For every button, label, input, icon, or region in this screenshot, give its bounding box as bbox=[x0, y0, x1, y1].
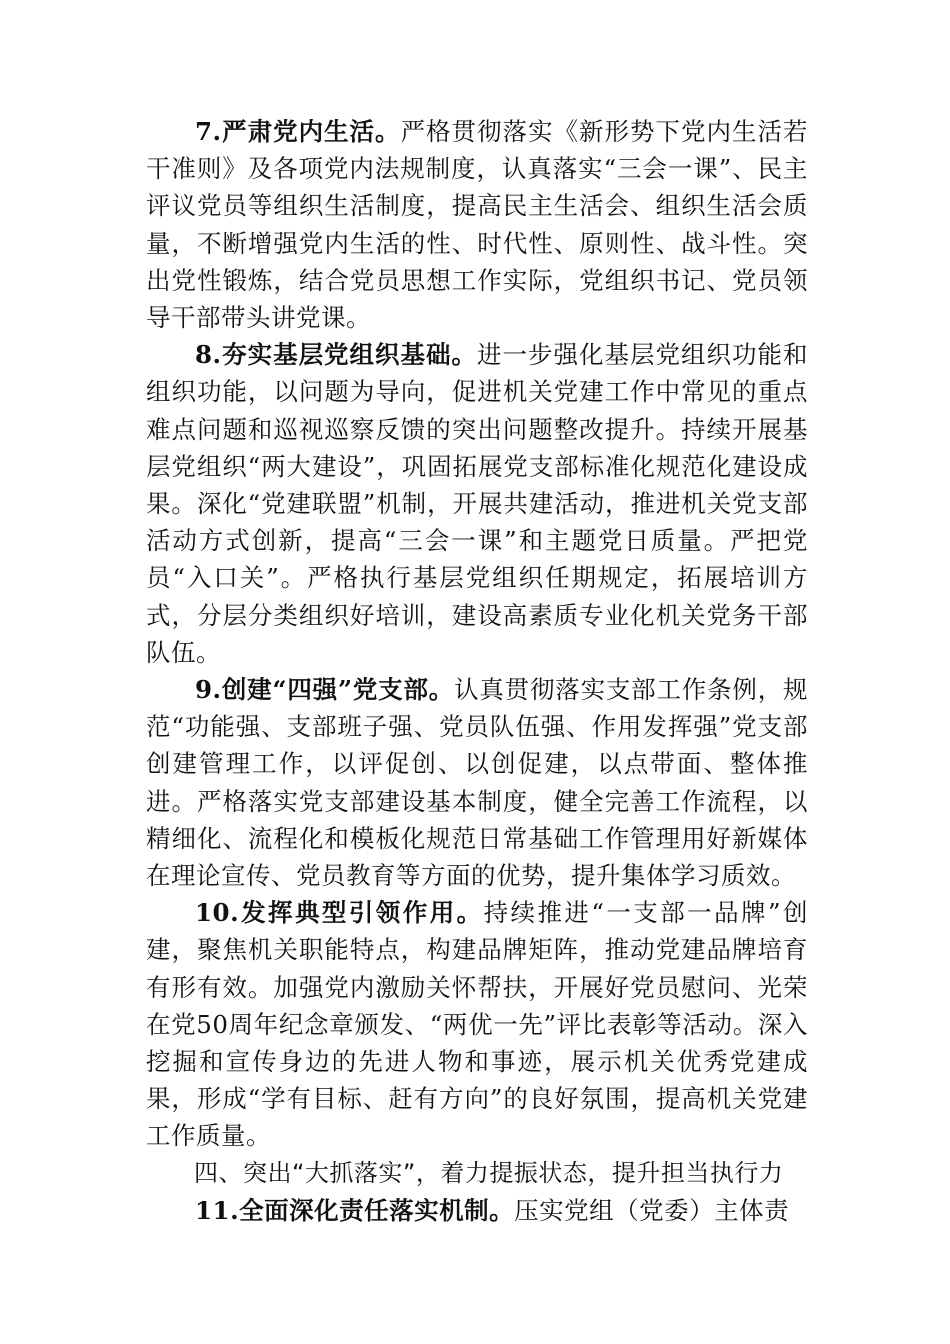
paragraph-10-body: 持续推进“一支部一品牌”创建，聚焦机关职能特点，构建品牌矩阵，推动党建品牌培育有形有效。加强党内激励关怀帮扶，开展好党员慰问、光荣在党50周年纪念章颁发、“两优一先”评比表彰等活动。深入挖掘和宣传身边的先进人物和事迹，展示机关优秀党建成果，形成“学有目标、赶有方向”的良好氛围，提高机关党建工作质量。 bbox=[146, 898, 808, 1151]
section-heading: 四、突出“大抓落实”，着力提振状态，提升担当执行力 bbox=[194, 1158, 784, 1187]
paragraph-8 bbox=[146, 336, 808, 671]
paragraph-10-lead: 10.发挥典型引领作用。 bbox=[195, 898, 484, 928]
paragraph-11-lead: 11.全面深化责任落实机制。 bbox=[195, 1195, 515, 1225]
paragraph-9-body: 认真贯彻落实支部工作条例，规范“功能强、支部班子强、党员队伍强、作用发挥强”党支部创建管理工作，以评促创、以创促建，以点带面、整体推进。严格落实党支部建设基本制度，健全完善工作流程，以精细化、流程化和模板化规范日常基础工作管理用好新媒体在理论宣传、党员教育等方面的优势，提升集体学习质效。 bbox=[146, 675, 808, 891]
paragraph-7 bbox=[146, 113, 808, 336]
document-page bbox=[146, 113, 808, 1229]
paragraph-8-body: 进一步强化基层党组织功能和组织功能，以问题为导向，促进机关党建工作中常见的重点难点问题和巡视巡察反馈的突出问题整改提升。持续开展基层党组织“两大建设”，巩固拓展党支部标准化规范化建设成果。深化“党建联盟”机制，开展共建活动，推进机关党支部活动方式创新，提高“三会一课”和主题党日质量。严把党员“入口关”。严格执行基层党组织任期规定，拓展培训方式，分层分类组织好培训，建设高素质专业化机关党务干部队伍。 bbox=[146, 340, 809, 667]
paragraph-9-lead: 9.创建“四强”党支部。 bbox=[195, 675, 455, 705]
paragraph-9 bbox=[146, 671, 808, 894]
paragraph-8-lead: 8.夯实基层党组织基础。 bbox=[195, 340, 478, 370]
paragraph-7-body: 严格贯彻落实《新形势下党内生活若干准则》及各项党内法规制度，认真落实“三会一课”、民主评议党员等组织生活制度，提高民主生活会、组织生活会质量，不断增强党内生活的性、时代性、原则性、战斗性。突出党性锻炼，结合党员思想工作实际，党组织书记、党员领导干部带头讲党课。 bbox=[146, 117, 809, 333]
paragraph-11-body: 压实党组（党委）主体责 bbox=[514, 1195, 790, 1225]
paragraph-10 bbox=[146, 894, 808, 1154]
paragraph-7-lead: 7.严肃党内生活。 bbox=[195, 117, 401, 146]
paragraph-11 bbox=[146, 1192, 808, 1229]
